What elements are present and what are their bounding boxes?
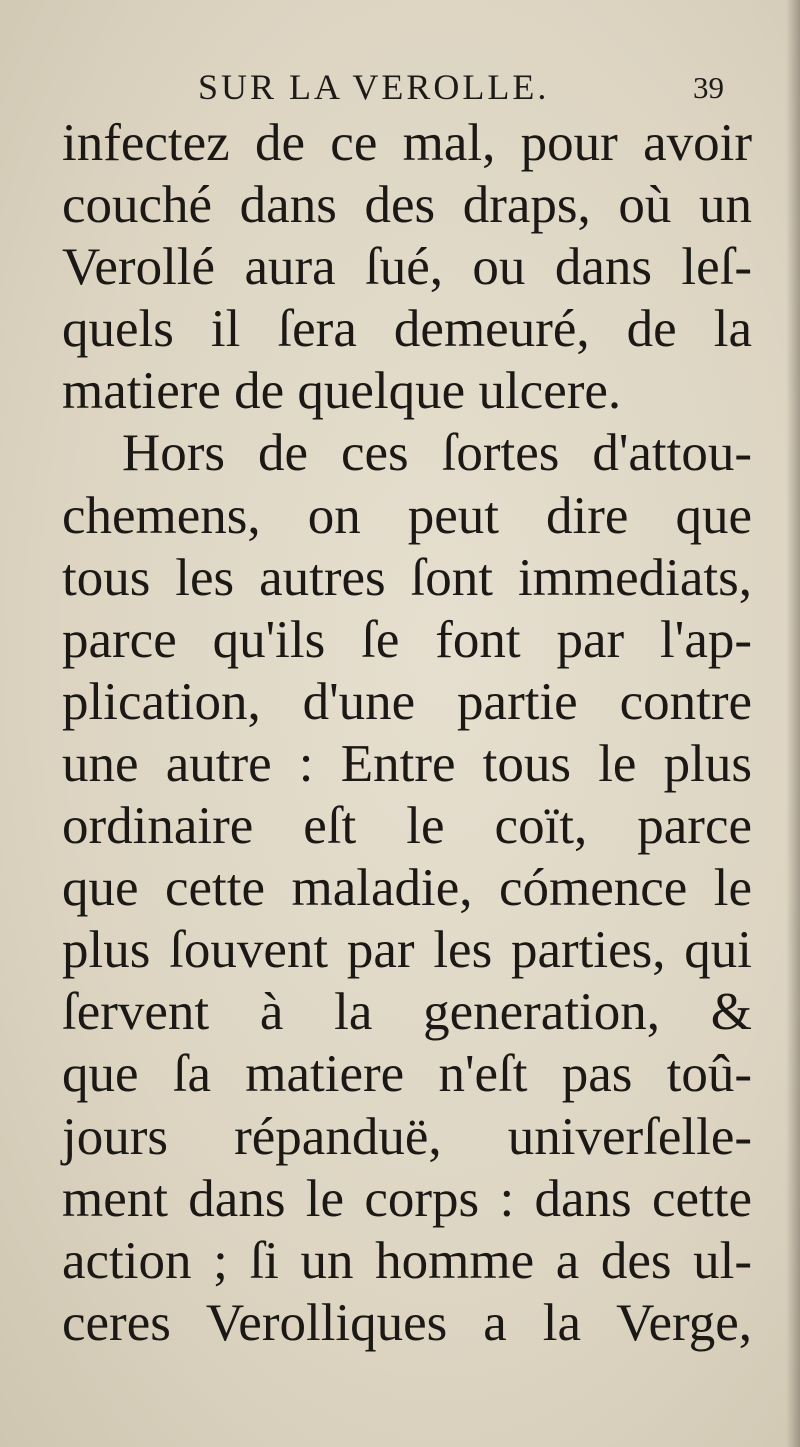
text-line: ordinaire eſt le coït, parce (62, 797, 752, 856)
body-text (62, 112, 752, 1354)
text-line: Hors de ces ſortes d'attou- (122, 424, 752, 483)
text-line: Verollé aura ſué, ou dans leſ- (62, 238, 752, 297)
text-line: que ſa matiere n'eſt pas toû- (62, 1045, 752, 1104)
text-line: matiere de quelque ulcere. (62, 362, 622, 421)
text-line: ſervent à la generation, & (62, 983, 752, 1042)
text-line: jours répanduë, univerſelle- (62, 1107, 752, 1166)
text-line: que cette maladie, cómence le (62, 859, 752, 918)
text-line: ment dans le corps : dans cette (62, 1169, 752, 1228)
text-line: infectez de ce mal, pour avoir (62, 114, 752, 172)
text-line: tous les autres ſont immediats, (62, 548, 752, 607)
text-line: une autre : Entre tous le plus (62, 734, 752, 793)
text-line: chemens, on peut dire que (62, 486, 752, 545)
page-number: 39 (693, 70, 724, 105)
text-line: action ; ſi un homme a des ul- (62, 1231, 752, 1290)
text-line: couché dans des draps, où un (62, 176, 752, 235)
text-line: plus ſouvent par les parties, qui (62, 921, 752, 980)
running-title: SUR LA VEROLLE. (198, 67, 550, 107)
page-header (0, 66, 800, 116)
text-line: parce qu'ils ſe font par l'ap- (62, 610, 752, 669)
text-line: quels il ſera demeuré, de la (62, 300, 752, 359)
text-line: ceres Verolliques a la Verge, (62, 1293, 752, 1352)
text-line: plication, d'une partie contre (62, 672, 752, 731)
